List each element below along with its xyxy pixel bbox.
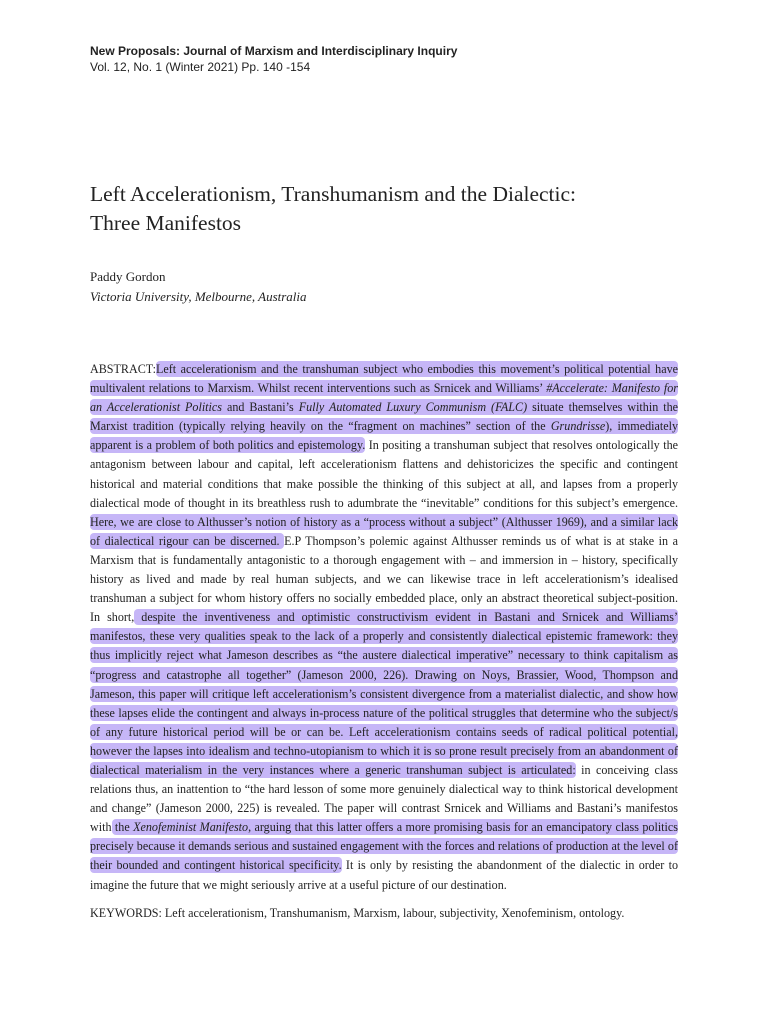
abstract-text: , arguing that this latter offers a more promising basis for an emancipatory class politics precisely because it demands serious and sustained engagement with the forces and relations of production at the level of their bounded and contingent historical specificity. [90, 820, 678, 873]
abstract-text: and Bastani’s [221, 400, 299, 415]
journal-header [90, 43, 457, 75]
article-title [90, 180, 690, 238]
abstract-text: in conceiving class relations thus, an inattention to “the hard lesson of some more genuinely dialectical way to think historical development and change” (Jameson 2000, 225) is revealed. The paper will contrast Srnicek and Williams and Bastani’s manifestos with [90, 762, 678, 835]
abstract-paragraph [90, 360, 678, 895]
abstract-text: It is only by resisting the abandonment of the dialectic in order to imagine the future that we might seriously arrive at a useful picture of our destination. [90, 858, 678, 892]
author-affiliation: Victoria University, Melbourne, Australia [90, 289, 307, 304]
journal-volume: Vol. 12, No. 1 (Winter 2021) Pp. 140 -154 [90, 60, 311, 74]
abstract-text: In positing a transhuman subject that resolves ontologically the antagonism between labour and capital, left accelerationism flattens and dehistoricizes the specific and contingent historical and material conditions that make possible the thinking of this subject at all, and lapses from a properly dialectical mode of thought in its breathless rush to adumbrate the “inevitable” conditions for this subject’s emergence. [90, 438, 678, 510]
abstract-text: ), immediately apparent is a problem of both politics and epistemology. [90, 419, 678, 453]
abstract-label: ABSTRACT: [90, 362, 156, 376]
abstract-text: situate themselves within the Marxist tradition (typically relying heavily on the “fragment on machines” section of the [90, 400, 678, 434]
abstract-text: the [111, 820, 134, 835]
work-title: Grundrisse [550, 419, 606, 434]
abstract-text: Left accelerationism and the transhuman subject who embodies this movement’s political potential have multivalent relations to Marxism. Whilst recent interventions such as Srnicek and Williams’ [90, 362, 678, 396]
abstract-text: E.P Thompson’s polemic against Althusser reminds us of what is at stake in a Marxism that is fundamentally antagonistic to a thorough engagement with – and immersion in – history, specifically history as lived and made by real human subjects, and we can likewise trace in left accelerationism’s idealised transhuman a subject for whom history offers no socially embedded place, only an abstract theoretical subject-position. In short, [90, 533, 678, 625]
highlight-3[interactable] [90, 609, 678, 778]
work-title: Fully Automated Luxury Communism (FALC) [298, 400, 528, 415]
abstract-text: Here, we are close to Althusser’s notion of history as a “process without a subject” (Althusser 1969), and a similar lack of dialectical rigour can be discerned. [90, 514, 678, 548]
author-block [90, 267, 307, 307]
title-line-1: Left Accelerationism, Transhumanism and the Dialectic: [90, 182, 577, 206]
keywords-line: KEYWORDS: Left accelerationism, Transhumanism, Marxism, labour, subjectivity, Xenofeminism, ontology. [90, 906, 625, 920]
title-line-2: Three Manifestos [90, 211, 242, 235]
work-title: Xenofeminist Manifesto [133, 820, 249, 835]
author-name: Paddy Gordon [90, 269, 166, 284]
abstract-text: despite the inventiveness and optimistic constructivism evident in Bastani and Srnicek and Williams’ manifestos, these very qualities speak to the lack of a properly and consistently dialectical epistemic framework: they thus implicitly reject what Jameson describes as “the austere dialectical imperative” necessary to think capitalism as “progress and catastrophe all together” (Jameson 2000, 226). Drawing on Noys, Brassier, Wood, Thompson and Jameson, this paper will critique left accelerationism’s consistent divergence from a materialist dialectic, and show how these lapses elide the contingent and always in-process nature of the political struggles that determine who the subject/s of any future historical period will be or can be. Left accelerationism contains seeds of radical political potential, however the lapses into idealism and techno-utopianism to which it is so prone result precisely from an abandonment of dialectical materialism in the very instances where a generic transhuman subject is articulated: [90, 610, 678, 777]
journal-name: New Proposals: Journal of Marxism and Interdisciplinary Inquiry [90, 44, 458, 58]
work-title: #Accelerate: Manifesto for an Accelerationist Politics [90, 381, 678, 415]
